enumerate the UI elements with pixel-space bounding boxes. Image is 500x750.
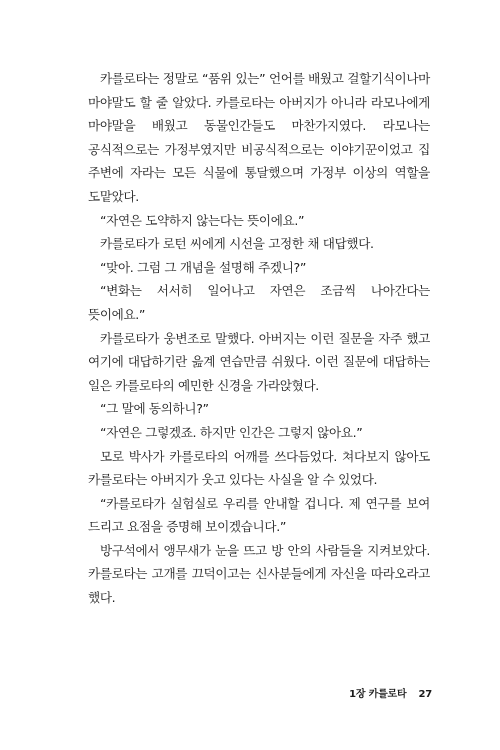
body-text bbox=[88, 67, 430, 610]
paragraph-3: 카를로타가 로턴 씨에게 시선을 고정한 채 대답했다. bbox=[100, 236, 374, 252]
paragraph-8: “자연은 그렇겠죠. 하지만 인간은 그렇지 않아요.” bbox=[100, 424, 363, 440]
page-number: 27 bbox=[418, 689, 432, 700]
chapter-title: 1장 카를로타 bbox=[349, 689, 407, 700]
paragraph-4: “맞아. 그럼 그 개념을 설명해 주겠니?” bbox=[100, 259, 307, 275]
paragraph-6: 카를로타가 웅변조로 말했다. 아버지는 이런 질문을 자주 했고 여기에 대답하기란 읊계 연습만큼 쉬웠다. 이런 질문에 대답하는 일은 카를로타의 예민한 신경을 가라앉혔다. bbox=[88, 330, 430, 393]
paragraph-10: “카를로타가 실험실로 우리를 안내할 겁니다. 제 연구를 보여 드리고 요점을 증명해 보이겠습니다.” bbox=[88, 495, 430, 535]
paragraph-7: “그 말에 동의하니?” bbox=[100, 401, 209, 417]
paragraph-5: “변화는 서서히 일어나고 자연은 조금씩 나아간다는 뜻이에요.” bbox=[88, 283, 430, 322]
page-footer bbox=[349, 685, 432, 700]
paragraph-11: 방구석에서 앵무새가 눈을 뜨고 방 안의 사람들을 지켜보았다. 카를로타는 고개를 끄덕이고는 신사분들에게 자신을 따라오라고 했다. bbox=[88, 542, 430, 606]
paragraph-1: 카를로타는 정말로 “품위 있는” 언어를 배웠고 걸할기식이나마 마야말도 할 줄 알았다. 카를로타는 아버지가 아니라 라모나에게 마야말을 배웠고 동물인간들도 마찬가지였다. 라모나는 공식적으로는 가정부였지만 비공식적으로는 이야기꾼이었고 집 주변에 자라는 모든 식물에 통달했으며 가정부 이상의 역할을 도맡았다. bbox=[88, 71, 430, 204]
paragraph-9: 모로 박사가 카를로타의 어깨를 쓰다듬었다. 쳐다보지 않아도 카를로타는 아버지가 웃고 있다는 사실을 알 수 있었다. bbox=[88, 448, 430, 488]
paragraph-2: “자연은 도약하지 않는다는 뜻이에요.” bbox=[100, 212, 305, 228]
